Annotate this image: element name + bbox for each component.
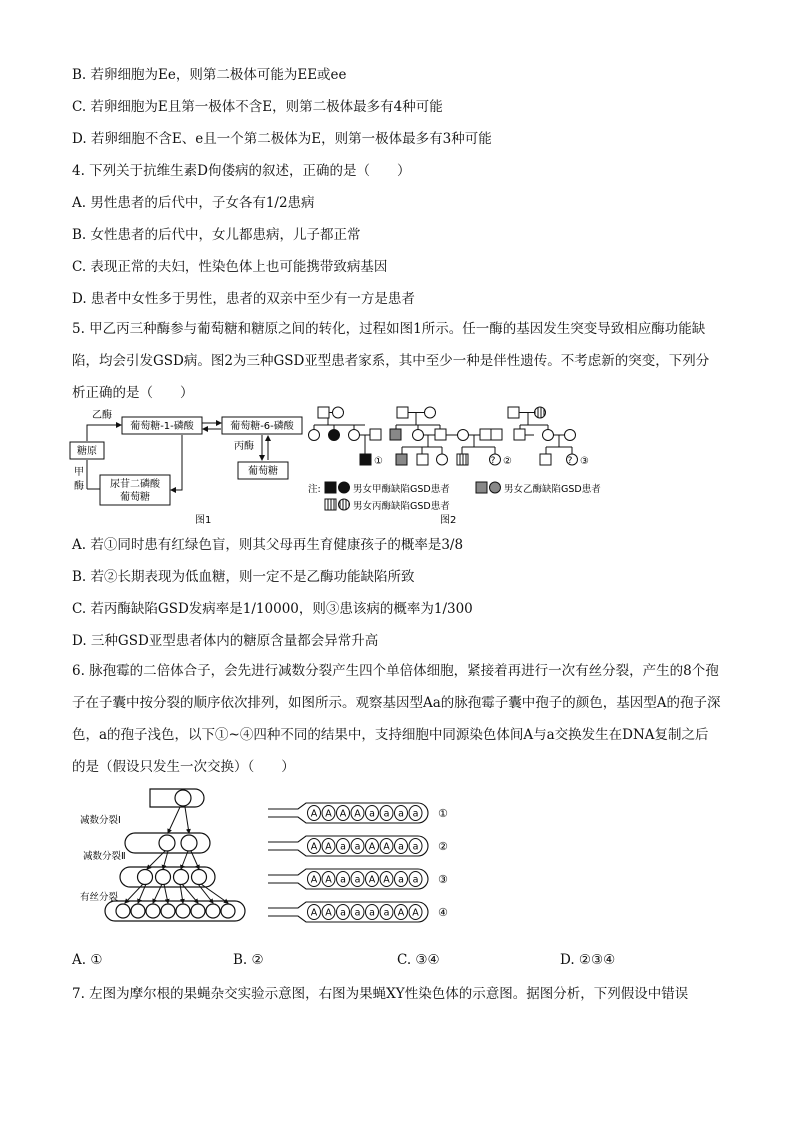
spore-label: A — [383, 874, 390, 886]
spore-label: A — [412, 907, 419, 919]
fig2-mark-2: ② — [503, 456, 512, 467]
fig1-enzyme-jia-1: 甲 — [74, 467, 84, 478]
fig2-legend-prefix: 注: — [308, 484, 321, 495]
fig1-box-g6p-label: 葡萄糖-6-磷酸 — [230, 421, 294, 432]
q3-option-b: B. 若卵细胞为Ee，则第二极体可能为EE或ee — [72, 67, 347, 83]
spore-label: A — [397, 907, 405, 919]
q7-stem: 7. 左图为摩尔根的果蝇杂交实验示意图，右图为果蝇XY性染色体的示意图。据图分析，下列假设中错误 — [72, 986, 689, 1002]
spore-label: A — [310, 841, 318, 853]
fig1-enzyme-jia-2: 酶 — [74, 481, 84, 492]
spore-label: a — [354, 907, 361, 919]
q4-option-a: A. 男性患者的后代中，子女各有1/2患病 — [72, 195, 315, 211]
fig2-legend-yi: 男女乙酶缺陷GSD患者 — [504, 484, 601, 495]
spore-label: A — [325, 874, 332, 886]
spore-label: A — [310, 874, 318, 886]
fig1-caption: 图1 — [195, 515, 212, 526]
spore-label: A — [368, 841, 376, 853]
q6-option-b: B. ② — [233, 952, 264, 968]
fig2-caption: 图2 — [440, 515, 457, 526]
q4-option-c: C. 表现正常的夫妇，性染色体上也可能携带致病基因 — [72, 259, 388, 275]
ascus-number: ④ — [438, 906, 448, 919]
fig2-mark-3: ③ — [580, 456, 589, 467]
spore-label: a — [354, 874, 361, 886]
spore-label: a — [369, 907, 375, 919]
spore-label: A — [368, 874, 376, 886]
spore-label: a — [398, 808, 404, 820]
fig1-enzyme-yi: 乙酶 — [92, 410, 112, 421]
fig2-question-3: ? — [567, 456, 573, 466]
q3-option-c: C. 若卵细胞为E且第一极体不含E，则第二极体最多有4种可能 — [72, 99, 443, 115]
spore-label: a — [383, 808, 390, 820]
q6-option-d: D. ②③④ — [560, 952, 616, 968]
fig2-legend-jia: 男女甲酶缺陷GSD患者 — [353, 484, 450, 495]
fig2-mark-1: ① — [374, 456, 383, 467]
spore-label: A — [310, 808, 318, 820]
spore-label: a — [369, 808, 375, 820]
q5-stem: 5. 甲乙丙三种酶参与葡萄糖和糖原之间的转化，过程如图1所示。任一酶的基因发生突变导致相应酶功能缺陷，均会引发GSD病。图2为三种GSD亚型患者家系，其中至少一种是伴性遗传。不考虑新的突变，下列分析正确的是（ ） — [72, 321, 710, 401]
q5-option-b: B. 若②长期表现为低血糖，则一定不是乙酶功能缺陷所致 — [72, 569, 415, 585]
spore-label: A — [325, 808, 332, 820]
fig1-enzyme-bing: 丙酶 — [234, 441, 254, 452]
spore-label: A — [310, 907, 318, 919]
fig2-question-2: ? — [490, 456, 496, 466]
q3-option-d: D. 若卵细胞不含E、e且一个第二极体为E，则第一极体最多有3种可能 — [72, 131, 492, 147]
fig1-box-udpg-line2: 葡萄糖 — [120, 492, 150, 503]
q6-label-meiosis-1: 减数分裂Ⅰ — [80, 815, 121, 826]
spore-label: a — [398, 874, 404, 886]
spore-label: a — [340, 907, 346, 919]
ascus-number: ① — [438, 807, 448, 820]
spore-label: A — [383, 841, 390, 853]
q6-option-a: A. ① — [72, 952, 103, 968]
figure-1-pathway — [60, 405, 310, 530]
fig2-legend-bing: 男女丙酶缺陷GSD患者 — [353, 501, 450, 512]
q6-label-mitosis: 有丝分裂 — [80, 892, 119, 903]
q5-option-c: C. 若丙酶缺陷GSD发病率是1/10000，则③患该病的概率为1/300 — [72, 601, 473, 617]
fig1-box-glucose-label: 葡萄糖 — [248, 466, 278, 477]
q5-option-a: A. 若①同时患有红绿色盲，则其父母再生育健康孩子的概率是3/8 — [72, 537, 464, 553]
spore-label: A — [339, 808, 347, 820]
q6-asci-results — [268, 798, 468, 933]
spore-label: a — [354, 841, 361, 853]
q6-division-diagram — [75, 785, 260, 925]
ascus-number: ② — [438, 840, 448, 853]
spore-label: a — [383, 907, 390, 919]
spore-label: a — [398, 841, 404, 853]
ascus-number: ③ — [438, 873, 448, 886]
spore-label: a — [340, 841, 346, 853]
q4-option-b: B. 女性患者的后代中，女儿都患病，儿子都正常 — [72, 227, 361, 243]
fig1-box-g1p-label: 葡萄糖-1-磷酸 — [130, 421, 194, 432]
spore-label: A — [325, 907, 332, 919]
fig1-box-udpg-line1: 尿苷二磷酸 — [110, 479, 160, 490]
q5-option-d: D. 三种GSD亚型患者体内的糖原含量都会异常升高 — [72, 633, 379, 649]
fig1-box-glycogen-label: 糖原 — [77, 446, 97, 457]
spore-label: A — [325, 841, 332, 853]
q4-stem: 4. 下列关于抗维生素D佝偻病的叙述，正确的是（ ） — [72, 163, 411, 179]
q6-stem: 6. 脉孢霉的二倍体合子，会先进行减数分裂产生四个单倍体细胞，紧接着再进行一次有丝分裂，产生的8个孢子在子囊中按分裂的顺序依次排列，如图所示。观察基因型Aa的脉孢霉子囊中孢子的颜色，基因型A的孢子深色，a的孢子浅色，以下①~④四种不同的结果中，支持细胞中同源染色体间A与a交换发生在DNA复制之后的是（假设只发生一次交换）（ ） — [72, 663, 721, 775]
spore-label: a — [412, 808, 419, 820]
spore-label: a — [412, 841, 419, 853]
spore-label: A — [354, 808, 361, 820]
spore-label: a — [340, 874, 346, 886]
spore-label: a — [412, 874, 419, 886]
q4-option-d: D. 患者中女性多于男性，患者的双亲中至少有一方是患者 — [72, 291, 415, 307]
figure-2-pedigree — [300, 402, 630, 527]
q6-label-meiosis-2: 减数分裂Ⅱ — [83, 851, 126, 862]
q6-option-c: C. ③④ — [397, 952, 440, 968]
